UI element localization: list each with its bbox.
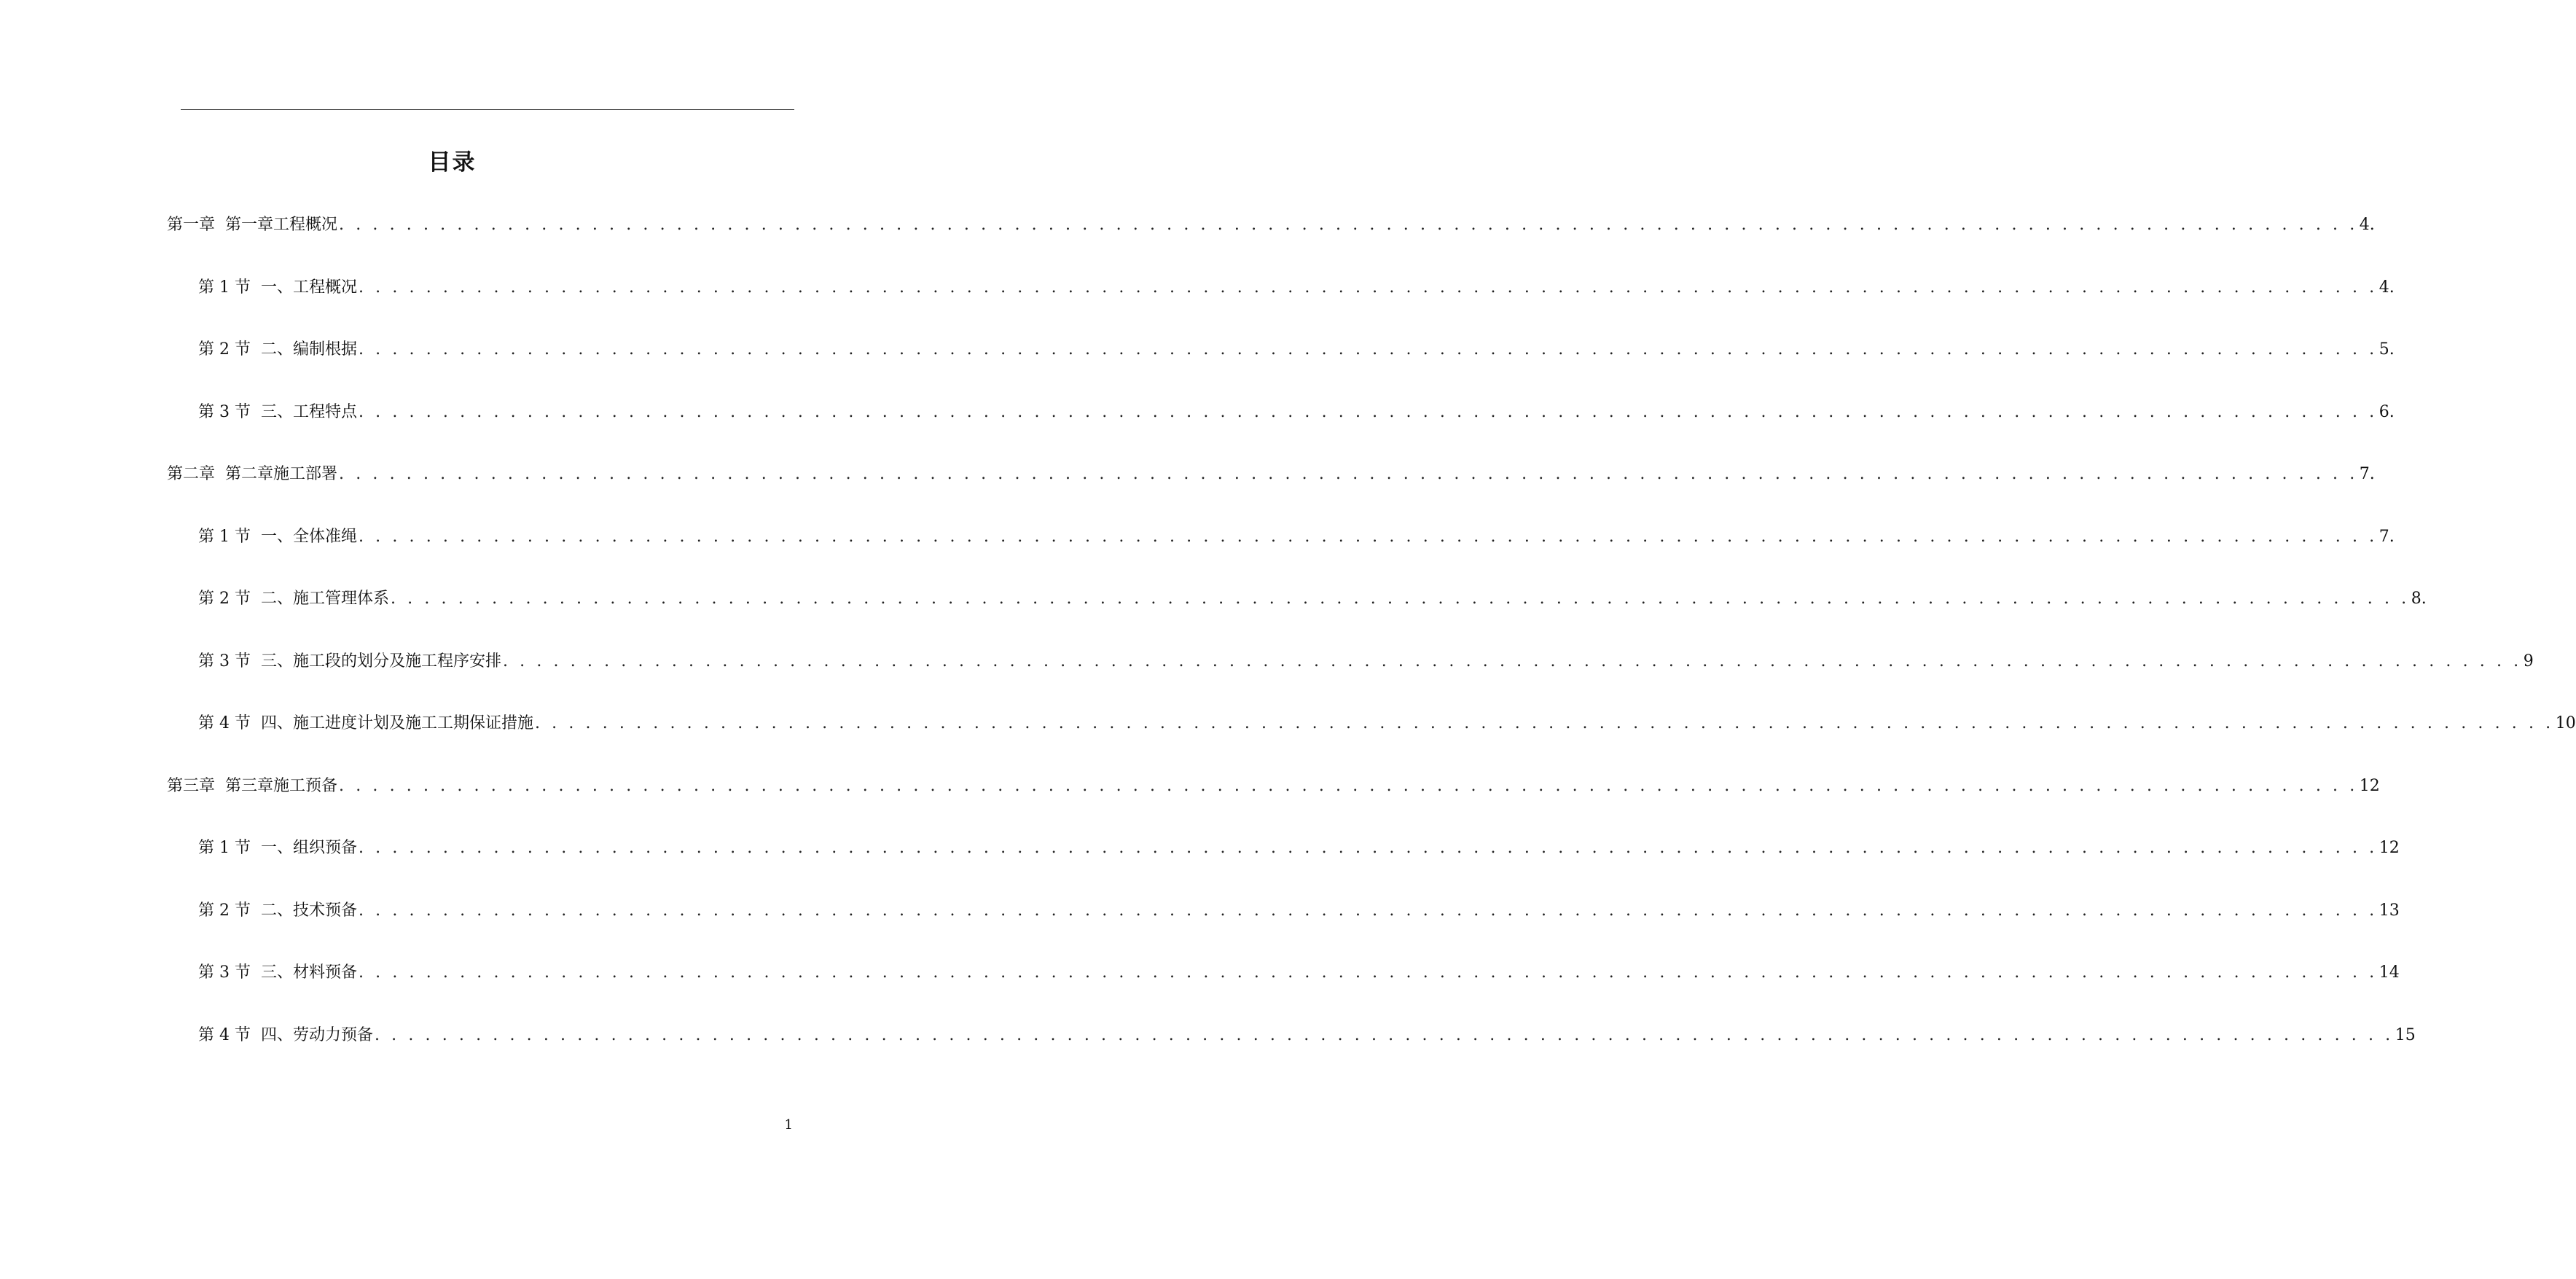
toc-section-entry[interactable] [198, 275, 2395, 300]
toc-entry-page [2360, 774, 2380, 799]
toc-leader-dots: . . . . . . . . . . . . . . . . . . . . . . . . . . . . . . . . . . . . . . . . . . . . . . . . . . . . . . . . . . . . . . . . . . . . . . . . . . . . . . . . . . . . . . . . . . . . . . . . . . . . . . . . . . . . . . . . . . . . . . . . [359, 901, 2378, 920]
toc-entry-page [2379, 836, 2400, 861]
toc-entry-text: 一、工程概况 [260, 278, 357, 297]
toc-entry-page-suffix: . [2369, 216, 2375, 234]
toc-section-entry[interactable] [198, 400, 2395, 425]
toc-entry-page [2556, 711, 2576, 736]
toc-entry-page-suffix: . [2389, 278, 2395, 297]
toc-entry-number: 第 3 节 [198, 402, 251, 421]
toc-entry-page-suffix: . [2389, 402, 2395, 421]
toc-entry-label [198, 525, 357, 549]
toc-entry-page-number: 4 [2379, 278, 2389, 297]
toc-section-entry[interactable] [198, 1023, 2416, 1048]
toc-entry-label [198, 275, 357, 300]
toc-leader-dots: . . . . . . . . . . . . . . . . . . . . . . . . . . . . . . . . . . . . . . . . . . . . . . . . . . . . . . . . . . . . . . . . . . . . . . . . . . . . . . . . . . . . . . . . . . . . . . . . . . . . . . . . . . . . . . . . . . . . . . . . [375, 1025, 2394, 1044]
toc-entry-number: 第 2 节 [198, 340, 251, 359]
toc-title: 目录 [428, 149, 477, 176]
toc-entry-text: 三、工程特点 [260, 402, 357, 421]
toc-leader-dots: . . . . . . . . . . . . . . . . . . . . . . . . . . . . . . . . . . . . . . . . . . . . . . . . . . . . . . . . . . . . . . . . . . . . . . . . . . . . . . . . . . . . . . . . . . . . . . . . . . . . . . . . . . . . . . . . . . . . . . . . [359, 278, 2378, 297]
toc-entry-label [198, 836, 357, 861]
toc-entry-label [198, 400, 357, 425]
toc-entry-label [198, 337, 357, 362]
header-rule [181, 109, 794, 110]
toc-entry-page [2411, 587, 2427, 611]
toc-entry-page [2379, 525, 2395, 549]
toc-entry-label [167, 213, 337, 238]
toc-leader-dots: . . . . . . . . . . . . . . . . . . . . . . . . . . . . . . . . . . . . . . . . . . . . . . . . . . . . . . . . . . . . . . . . . . . . . . . . . . . . . . . . . . . . . . . . . . . . . . . . . . . . . . . . . . . . . . . . . . . . . . . . [339, 465, 2358, 483]
toc-entry-page [2379, 961, 2400, 985]
toc-leader-dots: . . . . . . . . . . . . . . . . . . . . . . . . . . . . . . . . . . . . . . . . . . . . . . . . . . . . . . . . . . . . . . . . . . . . . . . . . . . . . . . . . . . . . . . . . . . . . . . . . . . . . . . . . . . . . . . . . . . . . . . . [391, 590, 2410, 608]
toc-section-entry[interactable] [198, 711, 2576, 736]
toc-entry-page-suffix: . [2389, 340, 2395, 359]
toc-entry-label [167, 462, 337, 487]
toc-entry-text: 二、施工管理体系 [260, 590, 389, 608]
toc-entry-page [2379, 337, 2395, 362]
toc-entry-page [2360, 213, 2375, 238]
toc-section-entry[interactable] [198, 961, 2400, 985]
toc-entry-page [2379, 400, 2395, 425]
toc-entry-label [198, 1023, 373, 1048]
toc-entry-page-number: 8 [2411, 590, 2422, 608]
toc-entry-number: 第二章 [167, 465, 216, 483]
toc-leader-dots: . . . . . . . . . . . . . . . . . . . . . . . . . . . . . . . . . . . . . . . . . . . . . . . . . . . . . . . . . . . . . . . . . . . . . . . . . . . . . . . . . . . . . . . . . . . . . . . . . . . . . . . . . . . . . . . . . . . . . . . . [503, 652, 2522, 670]
toc-entry-page-number: 7 [2359, 465, 2370, 483]
toc-entry-text: 二、技术预备 [260, 901, 357, 920]
toc-entry-number: 第 2 节 [198, 901, 251, 920]
toc-entry-page [2379, 899, 2400, 923]
toc-entry-number: 第 2 节 [198, 590, 251, 608]
toc-entry-text: 第一章工程概况 [225, 216, 338, 234]
toc-entry-label [167, 774, 337, 799]
toc-entry-page [2524, 649, 2534, 674]
toc-entry-page-suffix: . [2421, 590, 2427, 608]
toc-entry-number: 第 3 节 [198, 652, 251, 670]
toc-chapter-entry[interactable] [167, 462, 2375, 487]
toc-entry-page-number: 9 [2523, 652, 2534, 670]
toc-entry-page-number: 12 [2379, 839, 2400, 857]
toc-entry-page-suffix: . [2389, 527, 2395, 546]
toc-entry-page-number: 10 [2555, 714, 2576, 732]
toc-section-entry[interactable] [198, 899, 2400, 923]
toc-entry-text: 第二章施工部署 [225, 465, 338, 483]
toc-entry-number: 第 1 节 [198, 278, 251, 297]
toc-leader-dots: . . . . . . . . . . . . . . . . . . . . . . . . . . . . . . . . . . . . . . . . . . . . . . . . . . . . . . . . . . . . . . . . . . . . . . . . . . . . . . . . . . . . . . . . . . . . . . . . . . . . . . . . . . . . . . . . . . . . . . . . [359, 963, 2378, 982]
toc-entry-page-number: 12 [2359, 776, 2380, 795]
toc-entry-number: 第 4 节 [198, 714, 251, 732]
toc-leader-dots: . . . . . . . . . . . . . . . . . . . . . . . . . . . . . . . . . . . . . . . . . . . . . . . . . . . . . . . . . . . . . . . . . . . . . . . . . . . . . . . . . . . . . . . . . . . . . . . . . . . . . . . . . . . . . . . . . . . . . . . . [359, 527, 2378, 546]
toc-entry-label [198, 961, 357, 985]
toc-entry-text: 第三章施工预备 [225, 776, 338, 795]
toc-entry-text: 一、全体准绳 [260, 527, 357, 546]
toc-entry-text: 四、施工进度计划及施工工期保证措施 [260, 714, 533, 732]
toc-chapter-entry[interactable] [167, 213, 2375, 238]
toc-entry-page-number: 13 [2379, 901, 2400, 920]
toc-entry-number: 第 1 节 [198, 839, 251, 857]
toc-leader-dots: . . . . . . . . . . . . . . . . . . . . . . . . . . . . . . . . . . . . . . . . . . . . . . . . . . . . . . . . . . . . . . . . . . . . . . . . . . . . . . . . . . . . . . . . . . . . . . . . . . . . . . . . . . . . . . . . . . . . . . . . [535, 714, 2554, 732]
toc-leader-dots: . . . . . . . . . . . . . . . . . . . . . . . . . . . . . . . . . . . . . . . . . . . . . . . . . . . . . . . . . . . . . . . . . . . . . . . . . . . . . . . . . . . . . . . . . . . . . . . . . . . . . . . . . . . . . . . . . . . . . . . . [339, 776, 2358, 795]
toc-section-entry[interactable] [198, 836, 2400, 861]
toc-entry-page [2395, 1023, 2416, 1048]
toc-entry-text: 三、施工段的划分及施工程序安排 [260, 652, 501, 670]
toc-entry-page [2360, 462, 2375, 487]
toc-entry-number: 第 1 节 [198, 527, 251, 546]
toc-chapter-entry[interactable] [167, 774, 2380, 799]
toc-leader-dots: . . . . . . . . . . . . . . . . . . . . . . . . . . . . . . . . . . . . . . . . . . . . . . . . . . . . . . . . . . . . . . . . . . . . . . . . . . . . . . . . . . . . . . . . . . . . . . . . . . . . . . . . . . . . . . . . . . . . . . . . [359, 402, 2378, 421]
toc-entry-label [198, 899, 357, 923]
toc-entry-page-number: 6 [2379, 402, 2389, 421]
toc-section-entry[interactable] [198, 649, 2534, 674]
toc-entry-page-suffix: . [2369, 465, 2375, 483]
toc-entry-text: 三、材料预备 [260, 963, 357, 982]
toc-entry-label [198, 587, 389, 611]
toc-entry-page-number: 15 [2395, 1025, 2416, 1044]
toc-entry-number: 第 4 节 [198, 1025, 251, 1044]
toc-entry-text: 四、劳动力预备 [260, 1025, 373, 1044]
toc-entry-text: 二、编制根据 [260, 340, 357, 359]
toc-leader-dots: . . . . . . . . . . . . . . . . . . . . . . . . . . . . . . . . . . . . . . . . . . . . . . . . . . . . . . . . . . . . . . . . . . . . . . . . . . . . . . . . . . . . . . . . . . . . . . . . . . . . . . . . . . . . . . . . . . . . . . . . [359, 340, 2378, 359]
toc-entry-number: 第一章 [167, 216, 216, 234]
toc-entry-page [2379, 275, 2395, 300]
toc-entry-number: 第 3 节 [198, 963, 251, 982]
toc-entry-label [198, 649, 501, 674]
toc-section-entry[interactable] [198, 587, 2427, 611]
toc-entry-number: 第三章 [167, 776, 216, 795]
toc-entry-page-number: 14 [2379, 963, 2400, 982]
toc-leader-dots: . . . . . . . . . . . . . . . . . . . . . . . . . . . . . . . . . . . . . . . . . . . . . . . . . . . . . . . . . . . . . . . . . . . . . . . . . . . . . . . . . . . . . . . . . . . . . . . . . . . . . . . . . . . . . . . . . . . . . . . . [359, 839, 2378, 857]
toc-section-entry[interactable] [198, 525, 2395, 549]
toc-entry-label [198, 711, 533, 736]
toc-leader-dots: . . . . . . . . . . . . . . . . . . . . . . . . . . . . . . . . . . . . . . . . . . . . . . . . . . . . . . . . . . . . . . . . . . . . . . . . . . . . . . . . . . . . . . . . . . . . . . . . . . . . . . . . . . . . . . . . . . . . . . . . [339, 216, 2358, 234]
toc-entry-page-number: 4 [2359, 216, 2370, 234]
page-number: 1 [784, 1117, 793, 1133]
toc-entry-page-number: 7 [2379, 527, 2389, 546]
toc-section-entry[interactable] [198, 337, 2395, 362]
toc-entry-page-number: 5 [2379, 340, 2389, 359]
toc-entry-text: 一、组织预备 [260, 839, 357, 857]
